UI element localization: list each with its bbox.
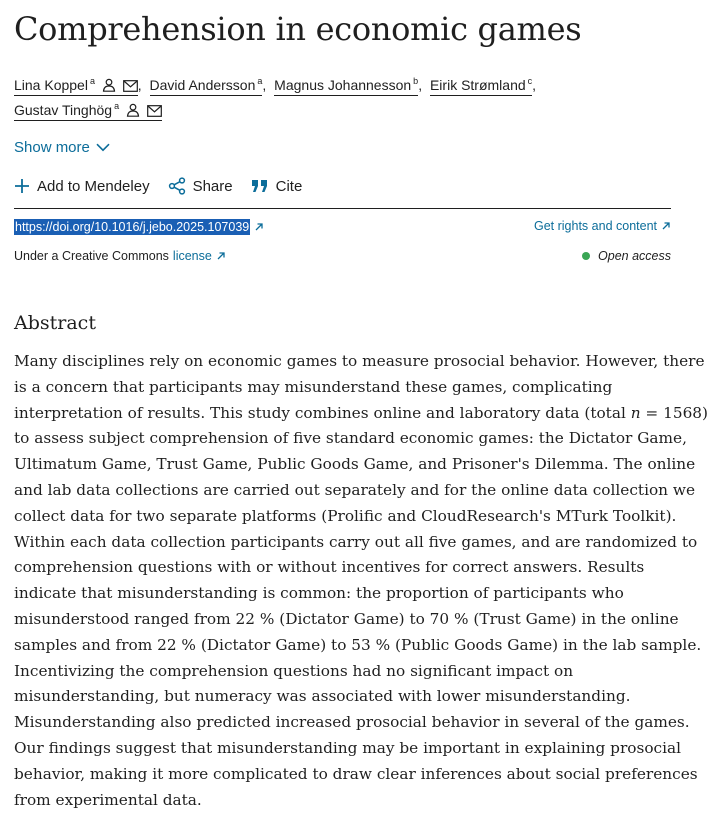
add-to-mendeley-label: Add to Mendeley: [37, 177, 150, 195]
share-icon: [168, 177, 186, 195]
affiliation-mark: b: [413, 76, 419, 86]
author-link[interactable]: [430, 72, 532, 96]
external-link-icon: [216, 251, 226, 261]
abstract-line: interpretation of results. This study combines online and laboratory data (total n = 1568): [14, 403, 708, 422]
abstract-line: misunderstood ranged from 22 % (Dictator Game) to 70 % (Trust Game) in the online: [14, 609, 679, 628]
abstract-line: to assess subject comprehension of five standard economic games: the Dictator Game,: [14, 429, 687, 448]
sample-size-symbol: n: [630, 403, 641, 422]
abstract-line: Our findings suggest that misunderstanding may be important in explaining prosocial: [14, 738, 682, 757]
article-actions: [14, 177, 320, 195]
affiliation-mark: c: [527, 76, 533, 86]
article-title: Comprehension in economic games: [14, 10, 582, 48]
open-access-label: Open access: [598, 249, 671, 263]
cite-button[interactable]: [251, 178, 303, 195]
author-name: Gustav Tinghög: [14, 102, 113, 118]
abstract-line: samples and from 22 % (Dictator Game) to 53 % (Public Goods Game) in the lab sample.: [14, 635, 702, 654]
author-separator: ,: [137, 77, 142, 93]
quote-icon: [251, 179, 269, 193]
share-button[interactable]: [168, 177, 233, 195]
external-link-icon: [254, 222, 264, 232]
external-link-icon: [661, 221, 671, 231]
license-prefix: Under a Creative Commons: [14, 249, 169, 263]
abstract-line: from experimental data.: [14, 790, 202, 809]
author-separator: ,: [262, 77, 267, 93]
abstract-line: Ultimatum Game, Trust Game, Public Goods Game, and Prisoner's Dilemma. The online: [14, 455, 696, 474]
chevron-down-icon: [96, 143, 110, 152]
abstract-line: and lab data collections are carried out separately and for the online data collection we: [14, 480, 696, 499]
abstract-line: collect data for two separate platforms (Prolific and CloudResearch's MTurk Toolkit).: [14, 506, 677, 525]
doi-link[interactable]: [14, 219, 264, 235]
show-more-label: Show more: [14, 139, 90, 156]
mail-icon: [123, 80, 138, 92]
abstract-text: [14, 349, 708, 813]
abstract-line: behavior, making it more complicated to draw clear inferences about social preferences: [14, 764, 698, 783]
affiliation-mark: a: [114, 101, 120, 111]
author-list: [14, 72, 634, 122]
author-link[interactable]: [14, 72, 138, 96]
license-info: [14, 249, 226, 263]
abstract-line: indicate that misunderstanding is common: the proportion of participants who: [14, 584, 624, 603]
share-label: Share: [192, 177, 233, 195]
author-link[interactable]: [274, 72, 418, 96]
doi-url[interactable]: https://doi.org/10.1016/j.jebo.2025.107039: [15, 220, 250, 234]
abstract-line: is a concern that participants may misunderstand these games, complicating: [14, 377, 613, 396]
author-link[interactable]: [14, 97, 162, 121]
author-name: Lina Koppel: [14, 77, 88, 93]
abstract-line: comprehension questions with or without incentives for correct answers. Results: [14, 558, 645, 577]
show-more-button[interactable]: [14, 139, 110, 156]
rights-link[interactable]: [534, 219, 671, 233]
author-name: Magnus Johannesson: [274, 77, 412, 93]
mail-icon: [147, 105, 162, 117]
author-name: Eirik Strømland: [429, 77, 526, 93]
license-link[interactable]: license: [172, 249, 212, 263]
person-icon: [102, 78, 116, 92]
abstract-line: misunderstanding, but numeracy was associated with lower misunderstanding.: [14, 687, 631, 706]
open-access-dot-icon: [582, 252, 590, 260]
abstract-heading: Abstract: [14, 312, 96, 334]
divider: [14, 208, 671, 209]
cite-label: Cite: [275, 177, 303, 195]
author-link[interactable]: [150, 72, 263, 96]
abstract-line: Many disciplines rely on economic games to measure prosocial behavior. However, there: [14, 352, 705, 370]
author-name: David Andersson: [149, 77, 256, 93]
affiliation-mark: a: [257, 76, 263, 86]
rights-label: Get rights and content: [534, 219, 657, 233]
abstract-line: Within each data collection participants carry out all five games, and are randomized to: [14, 532, 698, 551]
person-icon: [126, 103, 140, 117]
add-to-mendeley-button[interactable]: [14, 178, 150, 195]
author-separator: ,: [418, 77, 423, 93]
abstract-line: Misunderstanding also predicted increased prosocial behavior in several of the games.: [14, 713, 690, 732]
affiliation-mark: a: [89, 76, 95, 86]
abstract-line: Incentivizing the comprehension questions had no significant impact on: [14, 661, 574, 680]
author-separator: ,: [532, 77, 537, 93]
open-access-badge: [582, 249, 671, 263]
plus-icon: [14, 178, 30, 194]
